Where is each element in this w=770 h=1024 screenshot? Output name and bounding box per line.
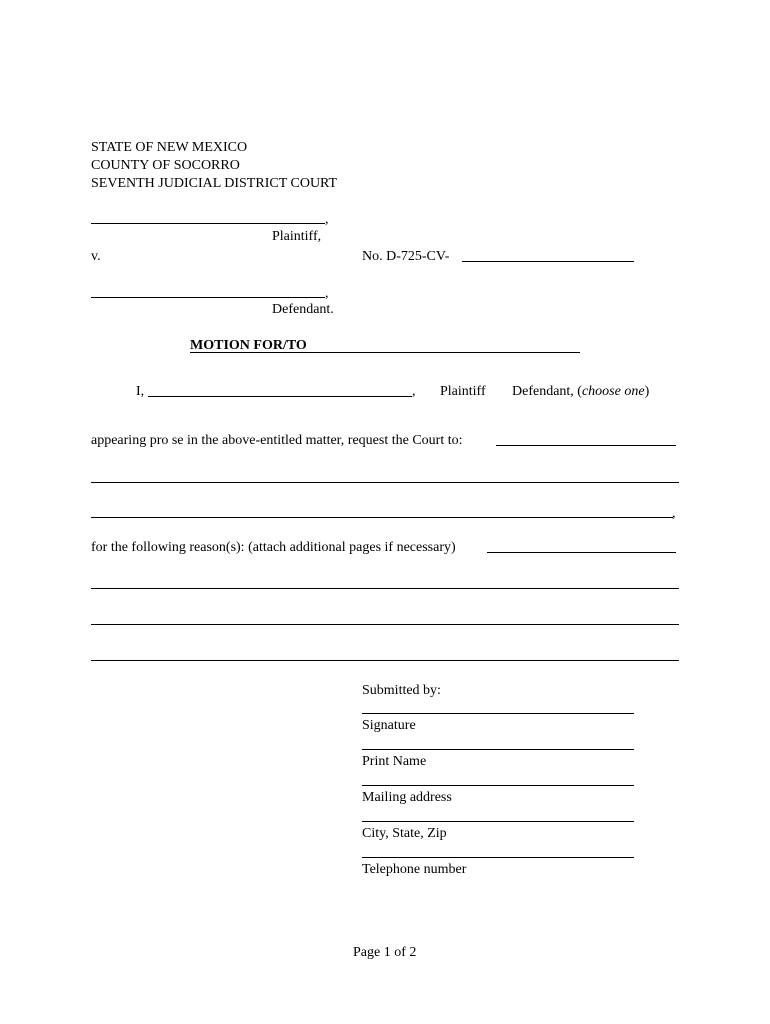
city-state-zip-label: City, State, Zip xyxy=(362,826,447,841)
mailing-address-field[interactable] xyxy=(362,785,634,786)
request-field-inline[interactable] xyxy=(496,445,676,446)
option-defendant-label: Defendant, ( xyxy=(512,384,582,399)
page-number: Page 1 of 2 xyxy=(353,945,417,960)
court-name: SEVENTH JUDICIAL DISTRICT COURT xyxy=(91,176,338,191)
filer-name-field[interactable] xyxy=(148,396,412,397)
signature-field[interactable] xyxy=(362,713,634,714)
versus-label: v. xyxy=(91,249,101,264)
city-state-zip-field[interactable] xyxy=(362,821,634,822)
defendant-comma: , xyxy=(325,286,329,301)
choose-one-note: choose one xyxy=(581,384,645,399)
intro-comma: , xyxy=(412,384,416,399)
signature-label: Signature xyxy=(362,718,416,733)
reasons-field-line-2[interactable] xyxy=(91,588,679,589)
case-number-field[interactable] xyxy=(462,261,634,262)
reasons-field-line-4[interactable] xyxy=(91,660,679,661)
telephone-label: Telephone number xyxy=(362,862,467,877)
plaintiff-name-field[interactable] xyxy=(91,223,325,224)
court-state: STATE OF NEW MEXICO xyxy=(91,140,248,155)
plaintiff-comma: , xyxy=(325,212,329,227)
reasons-field-inline[interactable] xyxy=(487,552,676,553)
request-text: appearing pro se in the above-entitled matter, request the Court to: xyxy=(91,433,463,448)
option-plaintiff[interactable]: Plaintiff xyxy=(440,384,486,399)
defendant-label: Defendant. xyxy=(272,302,334,317)
telephone-field[interactable] xyxy=(362,857,634,858)
request-field-line-2[interactable] xyxy=(91,482,679,483)
print-name-label: Print Name xyxy=(362,754,427,769)
reasons-field-line-3[interactable] xyxy=(91,624,679,625)
reasons-text: for the following reason(s): (attach additional pages if necessary) xyxy=(91,540,456,555)
submitted-by-label: Submitted by: xyxy=(362,683,441,698)
close-paren: ) xyxy=(644,384,650,399)
request-line-comma: , xyxy=(672,506,676,521)
case-number-prefix: No. D-725-CV- xyxy=(362,249,450,264)
defendant-name-field[interactable] xyxy=(91,297,325,298)
motion-title-field[interactable] xyxy=(190,352,580,353)
court-county: COUNTY OF SOCORRO xyxy=(91,158,240,173)
print-name-field[interactable] xyxy=(362,749,634,750)
motion-title: MOTION FOR/TO xyxy=(190,338,307,353)
intro-prefix: I, xyxy=(136,384,145,399)
mailing-address-label: Mailing address xyxy=(362,790,452,805)
option-defendant[interactable] xyxy=(512,384,649,400)
request-field-line-3[interactable] xyxy=(91,517,673,518)
plaintiff-label: Plaintiff, xyxy=(272,229,322,244)
